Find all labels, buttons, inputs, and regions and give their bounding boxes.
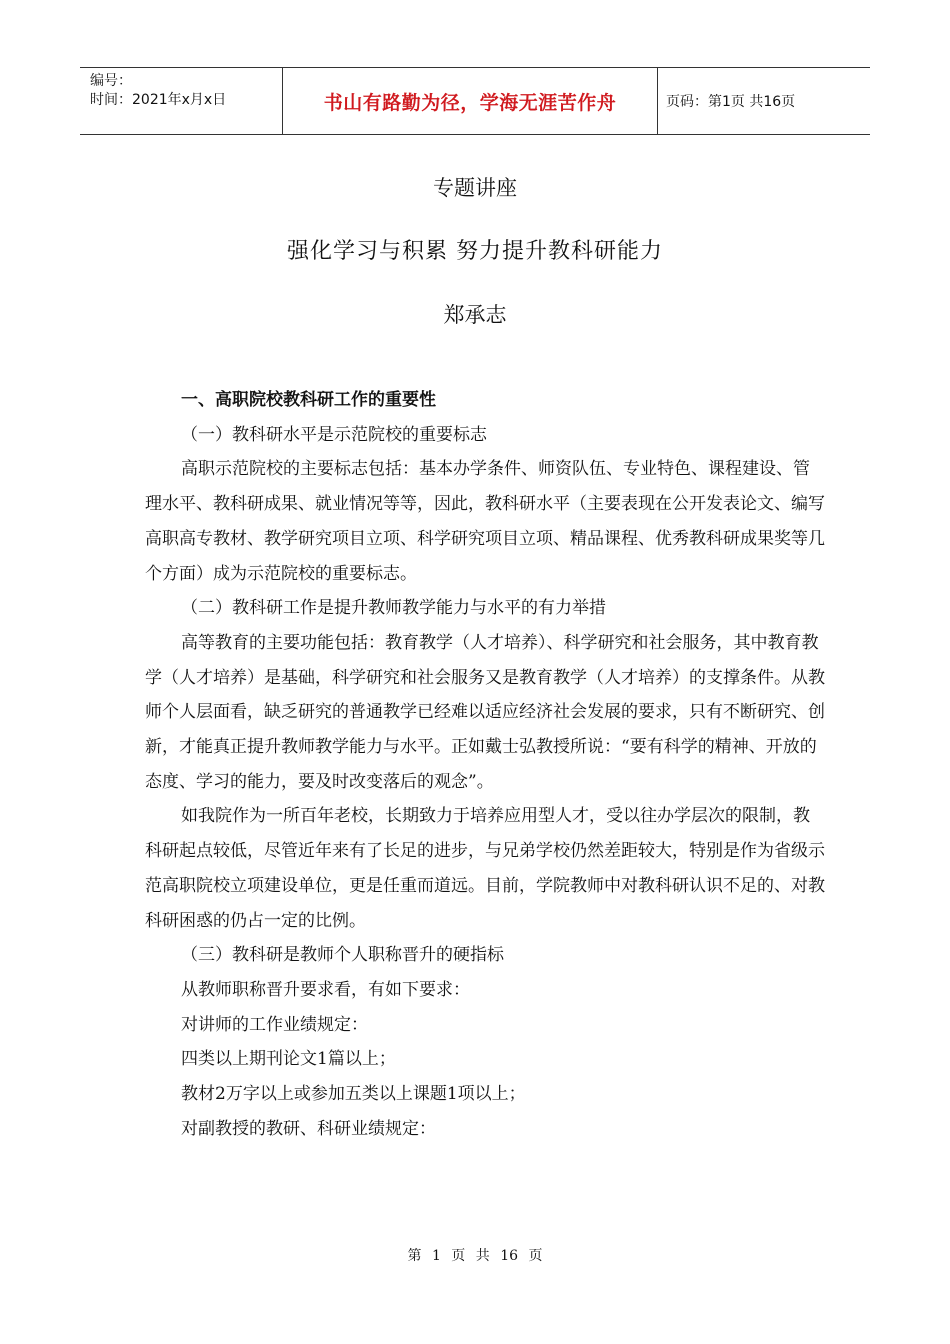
text-line: 教材2万字以上或参加五类以上课题1项以上；: [181, 1084, 526, 1105]
topic-heading: 专题讲座: [433, 176, 517, 200]
paragraph: 如我院作为一所百年老校，长期致力于培养应用型人才，受以往办学层次的限制，教科研起点较低，尽管近年来有了长足的进步，与兄弟学校仍然差距较大，特别是作为省级示范高职院校立项建设单位，更是任重而道远。目前，学院教师中对教科研认识不足的、对教科研困惑的仍占一定的比例。: [145, 806, 825, 931]
text-line: 从教师职称晋升要求看，有如下要求：: [181, 979, 470, 1000]
paragraph: 高等教育的主要功能包括：教育教学（人才培养）、科学研究和社会服务，其中教育教学（人才培养）是基础，科学研究和社会服务又是教育教学（人才培养）的支撑条件。从教师个人层面看，缺乏研究的普通教学已经难以适应经济社会发展的要求，只有不断研究、创新，才能真正提升教师教学能力与水平。正如戴士弘教授所说：“要有科学的精神、开放的态度、学习的能力，要及时改变落后的观念”。: [145, 632, 825, 792]
text-line: 四类以上期刊论文1篇以上；: [181, 1049, 396, 1070]
header-left-cell: [80, 68, 282, 134]
subsection-heading: （一）教科研水平是示范院校的重要标志: [181, 424, 487, 445]
text-line: 对讲师的工作业绩规定：: [181, 1014, 368, 1035]
subsection-heading: （二）教科研工作是提升教师教学能力与水平的有力举措: [181, 598, 606, 619]
document-body: [145, 383, 825, 1146]
document-header-table: [80, 67, 870, 135]
motto-text: 书山有路勤为径，学海无涯苦作舟: [323, 91, 617, 114]
time-label: 时间：2021年x月x日: [90, 92, 227, 108]
page-info: 页码：第1页 共16页: [666, 94, 796, 110]
text-line: 对副教授的教研、科研业绩规定：: [181, 1118, 436, 1139]
section-heading: 一、高职院校教科研工作的重要性: [181, 390, 436, 410]
header-motto-cell: [282, 68, 658, 134]
document-title: 强化学习与积累 努力提升教科研能力: [287, 239, 663, 264]
subsection-heading: （三）教科研是教师个人职称晋升的硬指标: [181, 945, 504, 966]
paragraph: 高职示范院校的主要标志包括：基本办学条件、师资队伍、专业特色、课程建设、管理水平、教科研成果、就业情况等等，因此，教科研水平（主要表现在公开发表论文、编写高职高专教材、教学研究项目立项、科学研究项目立项、精品课程、优秀教科研成果奖等几个方面）成为示范院校的重要标志。: [145, 459, 825, 584]
page-footer: 第 1 页 共 16 页: [407, 1248, 543, 1264]
author-name: 郑承志: [443, 303, 507, 327]
number-label: 编号：: [90, 73, 132, 89]
header-right-cell: [658, 68, 870, 134]
